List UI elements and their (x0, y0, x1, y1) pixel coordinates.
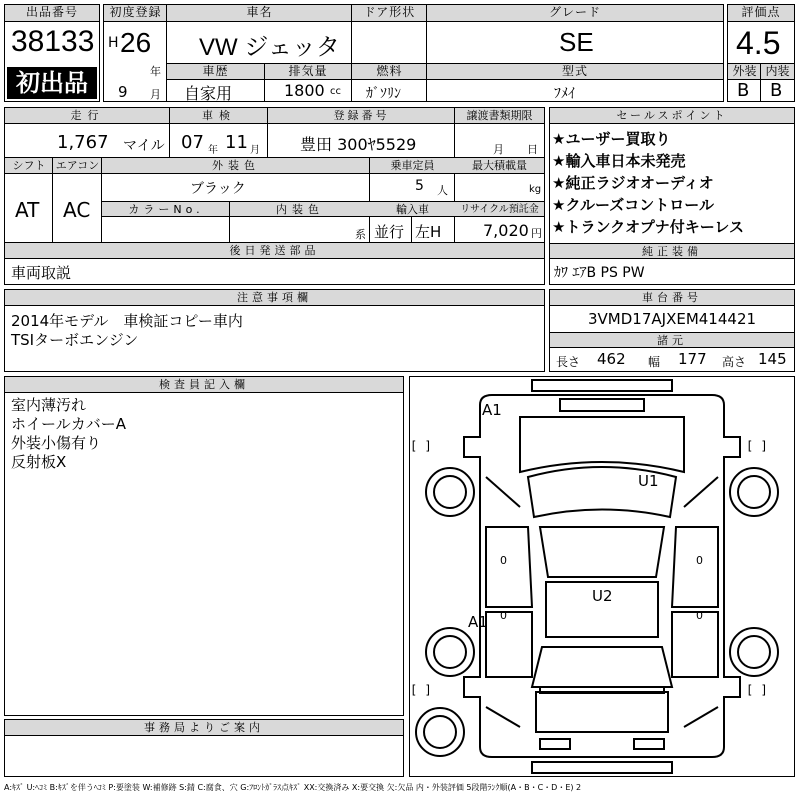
model: ﾌﾒｲ (554, 86, 575, 102)
mark-a1-rear: A1 (468, 613, 488, 631)
car-outline-svg (410, 377, 794, 776)
sales-points-label: セールスポイント (550, 108, 794, 124)
lot-no: 38133 (11, 25, 95, 58)
mileage: 1,767 (57, 132, 109, 153)
import-label: 輸入車 (370, 201, 455, 217)
ac: AC (63, 198, 91, 222)
displacement-label: 排気量 (264, 63, 352, 80)
recycle-unit: 円 (531, 227, 542, 240)
width-label: 幅 (648, 355, 661, 369)
mark-a1-front: A1 (482, 401, 502, 419)
equipment-label: 純正装備 (550, 243, 794, 259)
height: 145 (758, 350, 787, 368)
grade-label: グレード (427, 5, 723, 22)
sales-points-box (549, 107, 795, 285)
notes-line-2: TSIターボエンジン (11, 331, 139, 349)
inspector-note-line: 室内薄汚れ (11, 396, 87, 414)
score-label: 評価点 (728, 5, 794, 22)
model-label: 型式 (427, 63, 723, 80)
door-zero-4: 0 (696, 609, 703, 622)
specs-label: 諸元 (550, 332, 794, 348)
notes-box (4, 289, 545, 372)
interior-grade: B (770, 80, 783, 101)
exterior-grade: B (737, 80, 750, 101)
car-name: VW ジェッタ (199, 34, 340, 61)
bracket-left-bottom: [ ] (410, 683, 432, 697)
width: 177 (678, 350, 707, 368)
bracket-right-top: [ ] (746, 439, 768, 453)
era: H (108, 35, 119, 51)
fuel: ｶﾞｿﾘﾝ (366, 86, 401, 102)
inspection-month-unit: 月 (250, 145, 260, 156)
mark-u2: U2 (592, 587, 613, 605)
capacity-unit: 人 (437, 184, 448, 197)
inspection-label: 車検 (170, 108, 268, 124)
fuel-label: 燃料 (352, 63, 427, 80)
lot-no-label: 出品番号 (5, 5, 99, 22)
month-unit: 月 (150, 88, 161, 101)
inspector-box (4, 376, 404, 716)
shift-label: シフト (5, 158, 53, 174)
reg-year: 26 (120, 27, 152, 58)
reg-month: 9 (118, 83, 128, 101)
header-main (103, 4, 724, 102)
sales-point-item: ★ユーザー買取り (552, 130, 671, 148)
later-parts: 車両取説 (11, 264, 72, 282)
later-parts-label: 後日発送部品 (5, 243, 544, 259)
car-name-label: 車名 (167, 5, 352, 22)
year-unit: 年 (150, 65, 161, 78)
recycle-label: リサイクル預託金 (455, 201, 544, 217)
color-label: 外装色 (102, 158, 370, 174)
notes-line-1: 2014年モデル 車検証コピー車内 (11, 312, 243, 330)
inspection-year: 07 (181, 132, 204, 153)
mileage-label: 走行 (5, 108, 170, 124)
door-zero-3: 0 (500, 609, 507, 622)
inspection-month: 11 (225, 132, 248, 153)
door-zero-2: 0 (696, 554, 703, 567)
door-label: ドア形状 (352, 5, 427, 22)
inspector-notes (11, 396, 126, 472)
color: ブラック (190, 181, 246, 197)
chassis-no: 3VMD17AJXEM414421 (588, 310, 757, 328)
sales-point-item: ★輸入車日本未発売 (552, 152, 686, 170)
exterior-label: 外装 (728, 63, 761, 80)
history-label: 車歴 (167, 63, 264, 80)
history: 自家用 (184, 84, 233, 103)
plate-label: 登録番号 (268, 108, 455, 124)
legend: A:ｷｽﾞ U:ﾍｺﾐ B:ｷｽﾞを伴うﾍｺﾐ P:要塗装 W:補修跡 S:錆 C:腐食、穴 G:ﾌﾛﾝﾄｶﾞﾗｽ点ｷｽﾞ XX:交換済み X:要交換 欠:欠品 内・外装評価 5段階ﾗﾝｸ順(A・B・C・D・E) 2 (4, 783, 582, 792)
transfer-day-unit: 日 (527, 143, 538, 156)
sales-point-item: ★トランクオプナ付キーレス (552, 218, 744, 236)
interior-color-suffix: 系 (355, 228, 366, 241)
plate: 豊田 300ﾔ5529 (300, 135, 417, 154)
interior-color-label: 内装色 (230, 201, 370, 217)
load-unit: kg (529, 184, 542, 195)
load-label: 最大積載量 (455, 158, 544, 174)
import-type: 並行 (374, 223, 405, 241)
sales-points-list (552, 128, 744, 238)
inspector-label: 検査員記入欄 (5, 377, 403, 393)
recycle: 7,020 (483, 221, 529, 240)
height-label: 高さ (722, 355, 747, 369)
office-box (4, 719, 404, 777)
bracket-left-top: [ ] (410, 439, 432, 453)
score-box (727, 4, 795, 102)
interior-label: 内装 (761, 63, 794, 80)
bracket-right-bottom: [ ] (746, 683, 768, 697)
color-no-label: カラーNo. (102, 201, 230, 217)
mileage-unit: マイル (123, 138, 165, 154)
shift: AT (15, 198, 40, 222)
first-reg-label: 初度登録 (104, 5, 167, 22)
steering: 左H (415, 223, 442, 241)
inspector-note-line: 反射板X (11, 453, 67, 471)
notes-label: 注意事項欄 (5, 290, 544, 306)
inspector-note-line: ホイールカバーA (11, 415, 126, 433)
details-block (4, 107, 545, 285)
inspection-year-unit: 年 (208, 145, 218, 156)
length: 462 (597, 350, 626, 368)
chassis-box (549, 289, 795, 372)
length-label: 長さ (556, 355, 581, 369)
inspector-note-line: 外装小傷有り (11, 434, 102, 452)
office-label: 事務局よりご案内 (5, 720, 403, 736)
door-zero-1: 0 (500, 554, 507, 567)
grade: SE (559, 27, 594, 57)
displacement: 1800 (284, 81, 325, 100)
ac-label: エアコン (53, 158, 102, 174)
capacity: 5 (415, 178, 424, 194)
car-diagram (409, 376, 795, 777)
transfer-label: 譲渡書類期限 (455, 108, 544, 124)
equipment: ｶﾜ ｴｱB PS PW (554, 265, 645, 281)
chassis-label: 車台番号 (550, 290, 794, 306)
sales-point-item: ★純正ラジオオーディオ (552, 174, 714, 192)
score: 4.5 (736, 25, 781, 61)
first-listing-text: 初出品 (16, 69, 88, 97)
sales-point-item: ★クルーズコントロール (552, 196, 714, 214)
first-listing-badge (7, 67, 97, 99)
capacity-label: 乗車定員 (370, 158, 455, 174)
mark-u1: U1 (638, 472, 659, 490)
lot-box (4, 4, 100, 102)
displacement-unit: cc (330, 86, 341, 97)
transfer-month-unit: 月 (493, 143, 504, 156)
